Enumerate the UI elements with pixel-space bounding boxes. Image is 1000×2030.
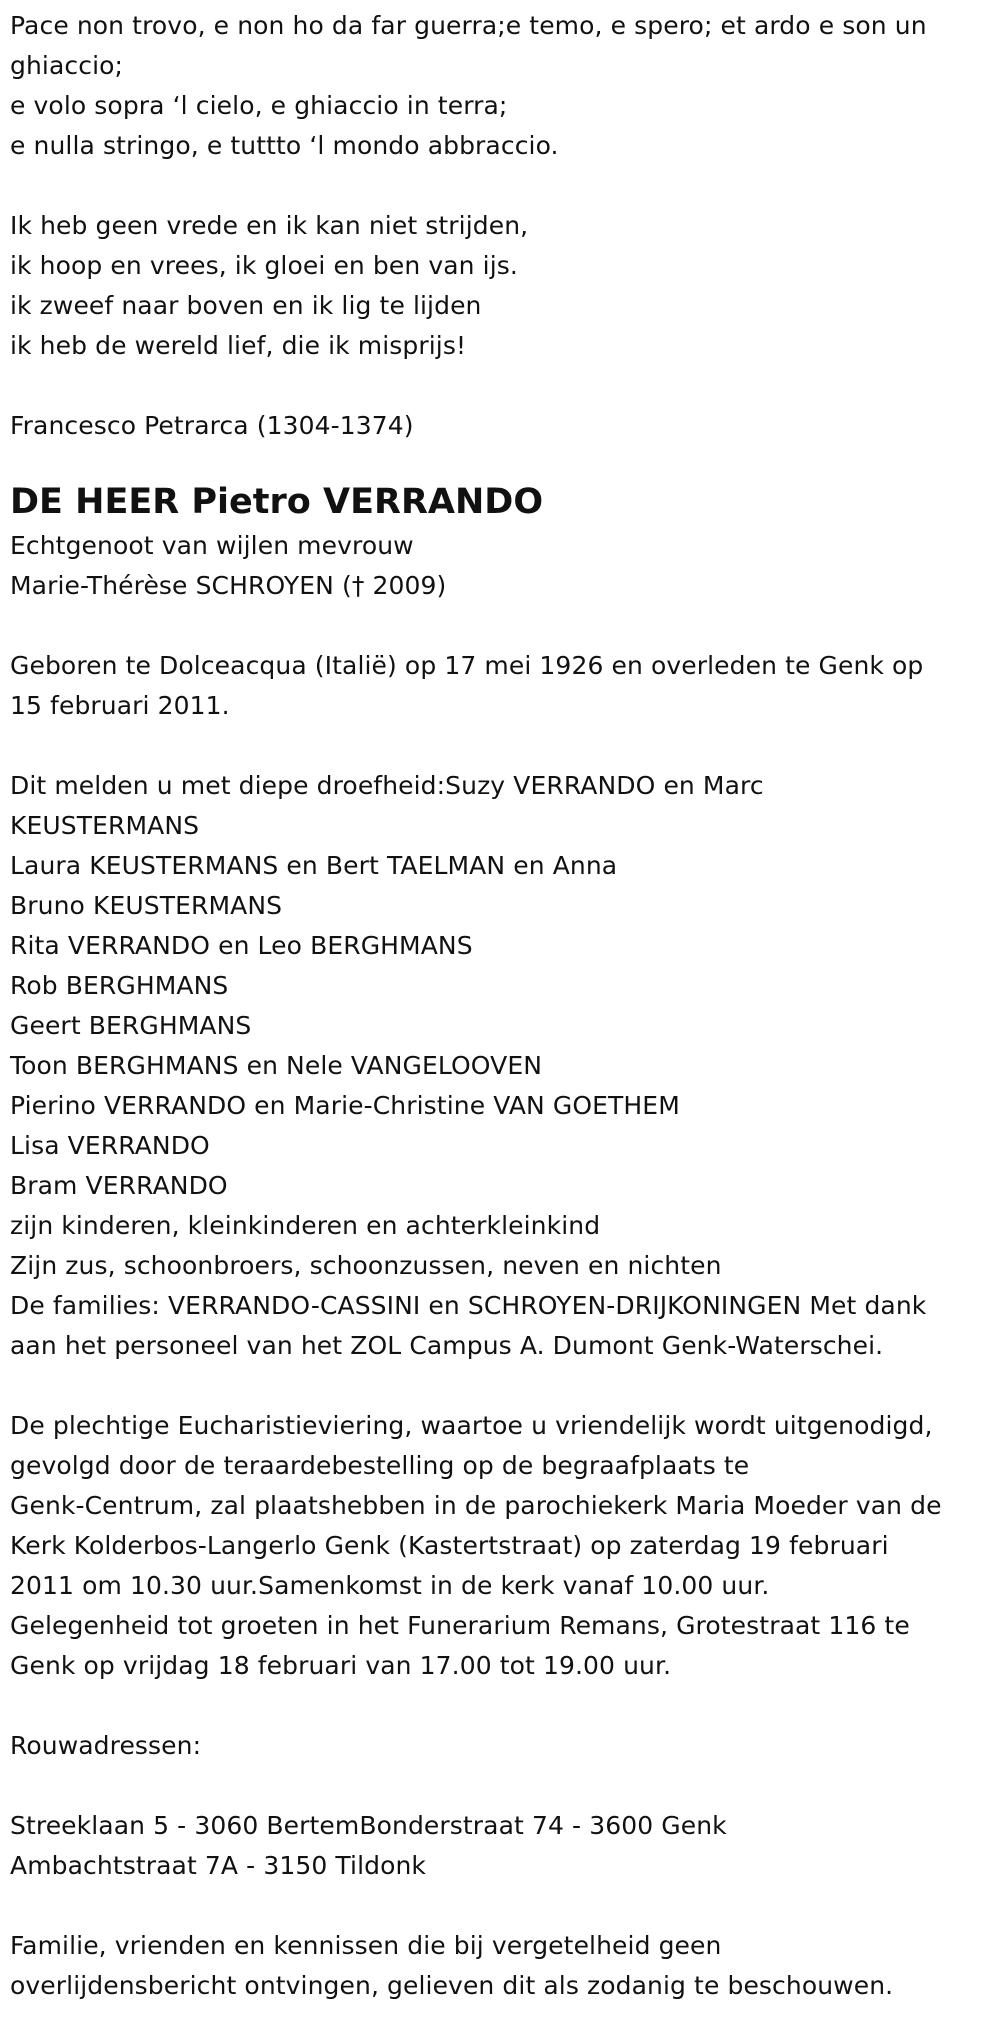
deceased-title: DE HEER Pietro VERRANDO: [10, 482, 544, 522]
ceremony-line: 2011 om 10.30 uur.Samenkomst in de kerk vanaf 10.00 uur.: [10, 1571, 770, 1600]
family-line: zijn kinderen, kleinkinderen en achterkleinkind: [10, 1211, 601, 1240]
spacer: [10, 1366, 995, 1406]
ceremony-info: [10, 1406, 995, 1686]
poem-italian: [10, 6, 995, 166]
poem-line: ik heb de wereld lief, die ik misprijs!: [10, 331, 467, 360]
birth-death-line: Geboren te Dolceacqua (Italië) op 17 mei 1926 en overleden te Genk op: [10, 651, 924, 680]
poem-line: ik hoop en vrees, ik gloei en ben van ijs.: [10, 251, 518, 280]
family-line: Toon BERGHMANS en Nele VANGELOOVEN: [10, 1051, 543, 1080]
addresses: [10, 1806, 995, 1886]
poem-line: ik zweef naar boven en ik lig te lijden: [10, 291, 482, 320]
spacer: [10, 366, 995, 406]
family-line: Rita VERRANDO en Leo BERGHMANS: [10, 931, 473, 960]
poem-author: Francesco Petrarca (1304-1374): [10, 411, 414, 440]
ceremony-line: Gelegenheid tot groeten in het Funerarium Remans, Grotestraat 116 te: [10, 1611, 910, 1640]
family-line: Geert BERGHMANS: [10, 1011, 252, 1040]
poem-line: e volo sopra ‘l cielo, e ghiaccio in terra;: [10, 91, 508, 120]
addresses-heading: Rouwadressen:: [10, 1731, 202, 1760]
family-line: Lisa VERRANDO: [10, 1131, 210, 1160]
spouse-line: Marie-Thérèse SCHROYEN († 2009): [10, 571, 447, 600]
spacer: [10, 1766, 995, 1806]
closing-note: [10, 1926, 995, 2006]
family-line: KEUSTERMANS: [10, 811, 200, 840]
birth-death-info: [10, 646, 995, 726]
family-line: De families: VERRANDO-CASSINI en SCHROYEN-DRIJKONINGEN Met dank: [10, 1291, 927, 1320]
ceremony-line: Genk op vrijdag 18 februari van 17.00 tot 19.00 uur.: [10, 1651, 672, 1680]
family-line: Laura KEUSTERMANS en Bert TAELMAN en Anna: [10, 851, 618, 880]
spacer: [10, 446, 995, 482]
obituary-document: [10, 6, 995, 2006]
family-line: Bruno KEUSTERMANS: [10, 891, 283, 920]
address-line: Ambachtstraat 7A - 3150 Tildonk: [10, 1851, 427, 1880]
family-line: Dit melden u met diepe droefheid:Suzy VERRANDO en Marc: [10, 771, 764, 800]
ceremony-line: Genk-Centrum, zal plaatshebben in de parochiekerk Maria Moeder van de: [10, 1491, 942, 1520]
poem-dutch: [10, 206, 995, 366]
family-list: [10, 766, 995, 1366]
spouse-line: Echtgenoot van wijlen mevrouw: [10, 531, 414, 560]
family-line: Rob BERGHMANS: [10, 971, 229, 1000]
family-line: aan het personeel van het ZOL Campus A. Dumont Genk-Waterschei.: [10, 1331, 884, 1360]
family-line: Bram VERRANDO: [10, 1171, 228, 1200]
address-line: Streeklaan 5 - 3060 BertemBonderstraat 74 - 3600 Genk: [10, 1811, 727, 1840]
poem-line: Ik heb geen vrede en ik kan niet strijden,: [10, 211, 529, 240]
spacer: [10, 726, 995, 766]
closing-line: overlijdensbericht ontvingen, gelieven dit als zodanig te beschouwen.: [10, 1971, 894, 2000]
birth-death-line: 15 februari 2011.: [10, 691, 230, 720]
family-line: Pierino VERRANDO en Marie-Christine VAN GOETHEM: [10, 1091, 680, 1120]
spouse-info: [10, 526, 995, 606]
ceremony-line: Kerk Kolderbos-Langerlo Genk (Kastertstraat) op zaterdag 19 februari: [10, 1531, 889, 1560]
spacer: [10, 1686, 995, 1726]
ceremony-line: De plechtige Eucharistieviering, waartoe u vriendelijk wordt uitgenodigd,: [10, 1411, 933, 1440]
poem-line: ghiaccio;: [10, 51, 124, 80]
poem-line: Pace non trovo, e non ho da far guerra;e temo, e spero; et ardo e son un: [10, 11, 927, 40]
spacer: [10, 1886, 995, 1926]
spacer: [10, 166, 995, 206]
spacer: [10, 606, 995, 646]
family-line: Zijn zus, schoonbroers, schoonzussen, neven en nichten: [10, 1251, 722, 1280]
closing-line: Familie, vrienden en kennissen die bij vergetelheid geen: [10, 1931, 722, 1960]
poem-line: e nulla stringo, e tuttto ‘l mondo abbraccio.: [10, 131, 559, 160]
ceremony-line: gevolgd door de teraardebestelling op de begraafplaats te: [10, 1451, 750, 1480]
